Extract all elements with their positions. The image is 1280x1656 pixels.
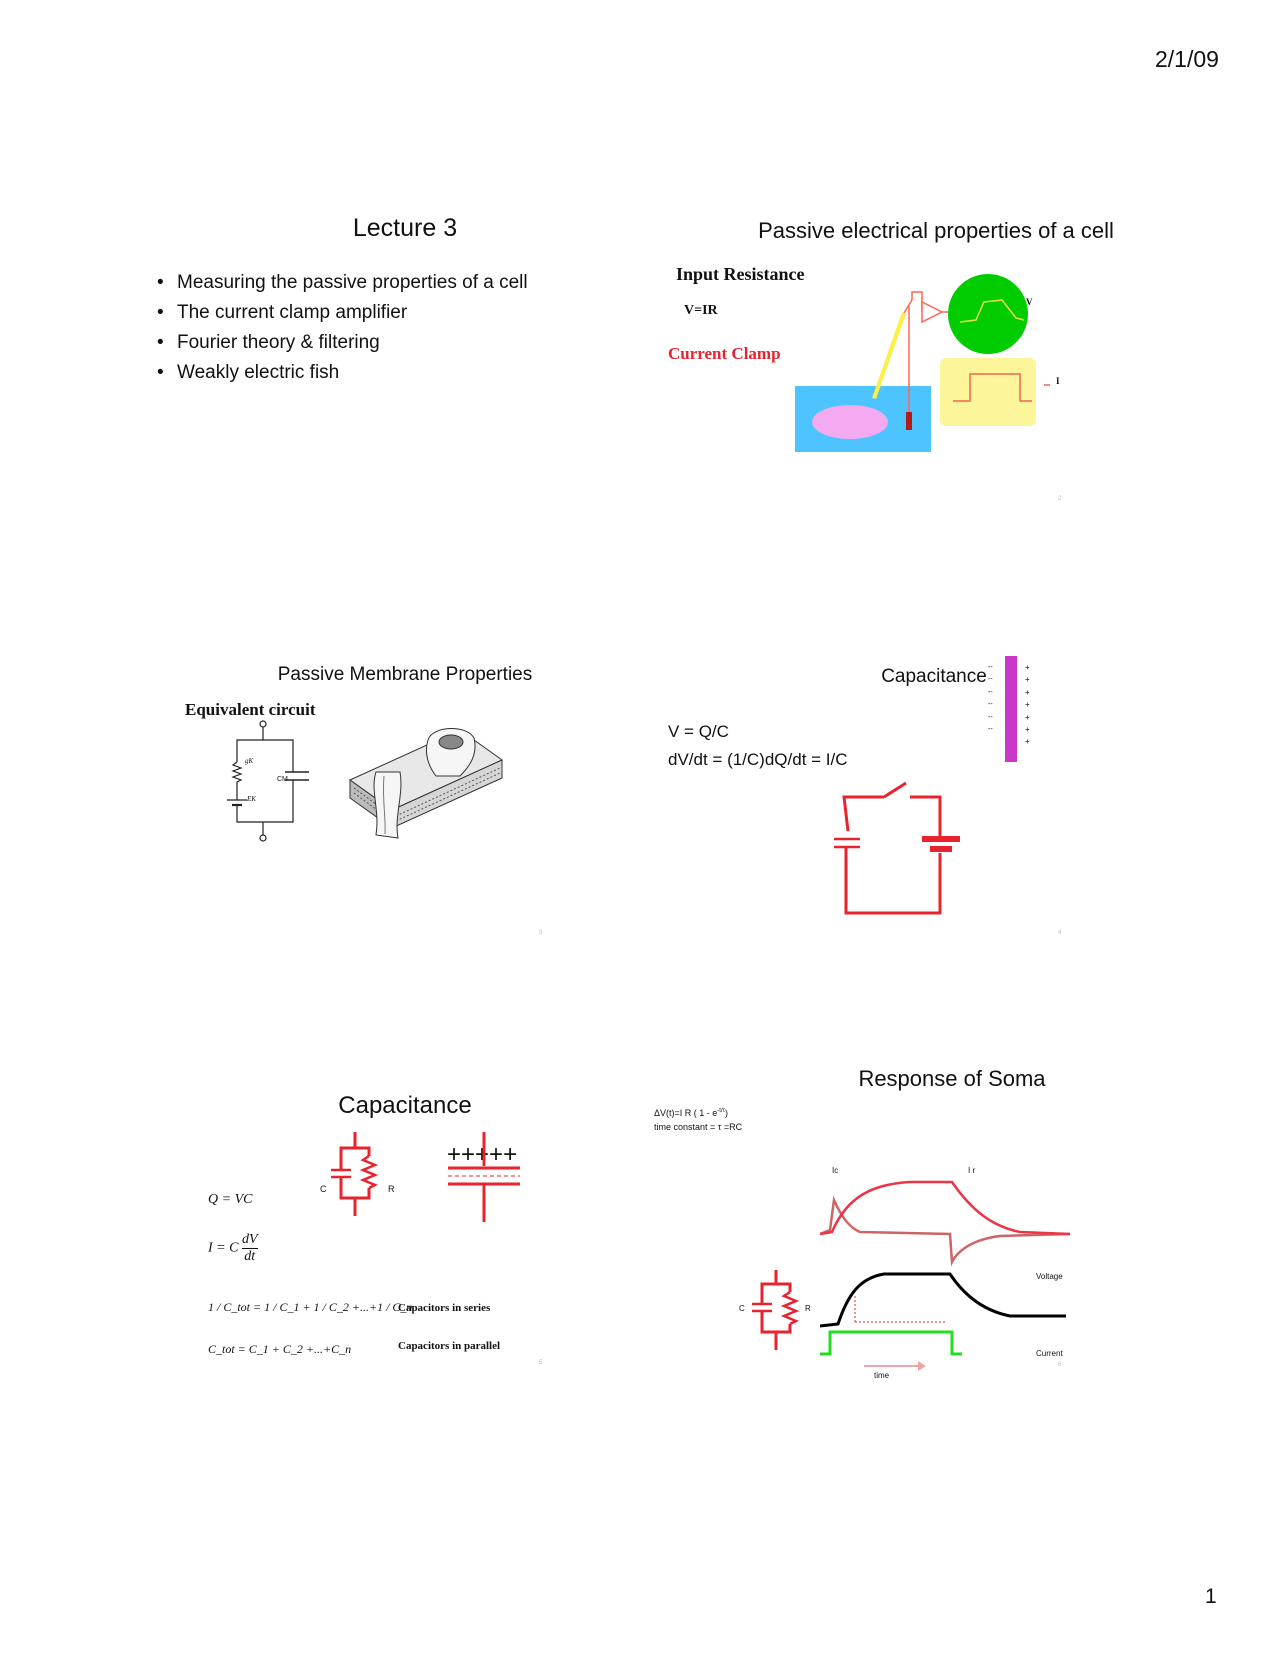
- rc-parallel-symbol: [748, 1268, 806, 1353]
- slide-title: Capacitance: [338, 1092, 472, 1119]
- c-label: C: [320, 1184, 327, 1194]
- time-label: time: [874, 1371, 890, 1380]
- capacitor-plate: [1005, 656, 1017, 762]
- current-clamp-label: Current Clamp: [668, 344, 781, 363]
- ic-trace: [820, 1200, 1070, 1262]
- circuit-wire-left-top: [844, 797, 884, 831]
- ohm-law-equation: V=IR: [684, 303, 718, 318]
- q-equation: Q = VC: [208, 1192, 253, 1207]
- slide-3: [145, 650, 705, 1040]
- ground-electrode: [906, 412, 912, 430]
- top-terminal: [260, 721, 266, 727]
- channel-protein-a: [374, 772, 401, 838]
- slide-number: 3: [539, 930, 543, 936]
- series-equation: 1 / C_tot = 1 / C_1 + 1 / C_2 +...+1 / C_n: [208, 1300, 413, 1314]
- recording-electrode: [872, 312, 906, 399]
- voltage-label: Voltage: [1036, 1272, 1063, 1281]
- circuit-wire-right-top: [910, 797, 940, 839]
- minus-signs: -- -- -- -- -- --: [988, 664, 993, 734]
- current-clamp-diagram: [780, 260, 1220, 460]
- equivalent-circuit-diagram: [205, 720, 325, 850]
- cell-ellipse: [812, 405, 888, 439]
- voltage-formula: ΔV(t)=I R ( $1 - e^{-t/\tau}$): [654, 1108, 728, 1118]
- slide-1: [145, 200, 705, 590]
- input-resistance-heading: Input Resistance: [676, 264, 805, 284]
- voltage-trace: [820, 1274, 1066, 1326]
- electrode-wire: [904, 300, 912, 313]
- slide-number: 6: [1058, 1362, 1062, 1368]
- plus-signs: + + + + + + +: [1025, 663, 1030, 747]
- amp-input-wire: [912, 292, 922, 312]
- resistor-zigzag: [784, 1292, 796, 1324]
- parallel-plate-capacitor: [440, 1130, 530, 1225]
- current-panel: [940, 358, 1036, 426]
- slide-title: Response of Soma: [858, 1066, 1046, 1091]
- slide-5: [145, 1080, 705, 1470]
- circuit-wire-bottom: [846, 853, 940, 913]
- bottom-terminal: [260, 835, 266, 841]
- resistor-gk: [233, 762, 241, 800]
- list-item: • Measuring the passive properties of a cell: [157, 272, 528, 294]
- current-step-trace: [820, 1332, 962, 1354]
- gk-label: gK: [245, 757, 254, 765]
- series-label: Capacitors in series: [398, 1302, 491, 1314]
- resistor-zigzag: [363, 1156, 375, 1188]
- c-label: C: [739, 1304, 745, 1313]
- rc-parallel-symbol: [325, 1130, 385, 1220]
- plus-row: +++++: [447, 1141, 518, 1168]
- equivalent-circuit-heading: Equivalent circuit: [185, 700, 316, 719]
- header-date: 2/1/09: [1155, 46, 1219, 72]
- amplifier-triangle: [922, 302, 942, 322]
- voltage-scope: [948, 274, 1028, 354]
- slide-number: 4: [1058, 930, 1062, 936]
- list-item: • Fourier theory & filtering: [157, 332, 528, 354]
- r-label: R: [388, 1184, 395, 1194]
- bullet-list: [157, 272, 528, 392]
- r-label: R: [805, 1304, 811, 1313]
- ic-label: Ic: [832, 1166, 839, 1175]
- cm-label: CM: [277, 776, 288, 783]
- slide-2: [660, 200, 1220, 590]
- slide-title: Lecture 3: [352, 214, 458, 242]
- slide-6: [654, 1066, 1220, 1470]
- ek-label: EK: [247, 795, 256, 803]
- slide-title: Passive electrical properties of a cell: [758, 218, 1114, 243]
- slide-4: [660, 650, 1220, 1040]
- i-equation: I = C $\frac{dV}{dt}$: [208, 1232, 258, 1264]
- membrane-channel-illustration: [340, 720, 510, 850]
- v-label: V: [1026, 297, 1033, 307]
- soma-response-traces: [820, 1170, 1070, 1380]
- rc-switch-circuit: [830, 775, 980, 920]
- slide-number: 5: [539, 1360, 543, 1366]
- derivative-equation: dV/dt = (1/C)dQ/dt = I/C: [668, 750, 848, 769]
- ir-label: I r: [968, 1166, 976, 1175]
- switch-arm: [884, 783, 906, 797]
- charge-equation: V = Q/C: [668, 722, 729, 741]
- channel-pore: [439, 735, 463, 749]
- slide-number: 2: [1058, 496, 1062, 502]
- slide-title: Capacitance: [881, 666, 987, 687]
- parallel-equation: C_tot = C_1 + C_2 +...+C_n: [208, 1342, 352, 1356]
- slide-title: Passive Membrane Properties: [277, 664, 533, 685]
- page-number: 1: [1205, 1585, 1217, 1608]
- time-constant-text: time constant = τ =RC: [654, 1122, 743, 1132]
- ir-trace: [820, 1182, 1070, 1234]
- parallel-label: Capacitors in parallel: [398, 1340, 501, 1352]
- circuit-loop: [237, 740, 293, 772]
- list-item: • The current clamp amplifier: [157, 302, 528, 324]
- current-label: Current: [1036, 1349, 1063, 1358]
- time-arrowhead: [918, 1361, 926, 1371]
- list-item: • Weakly electric fish: [157, 362, 528, 384]
- i-label: I: [1056, 376, 1060, 386]
